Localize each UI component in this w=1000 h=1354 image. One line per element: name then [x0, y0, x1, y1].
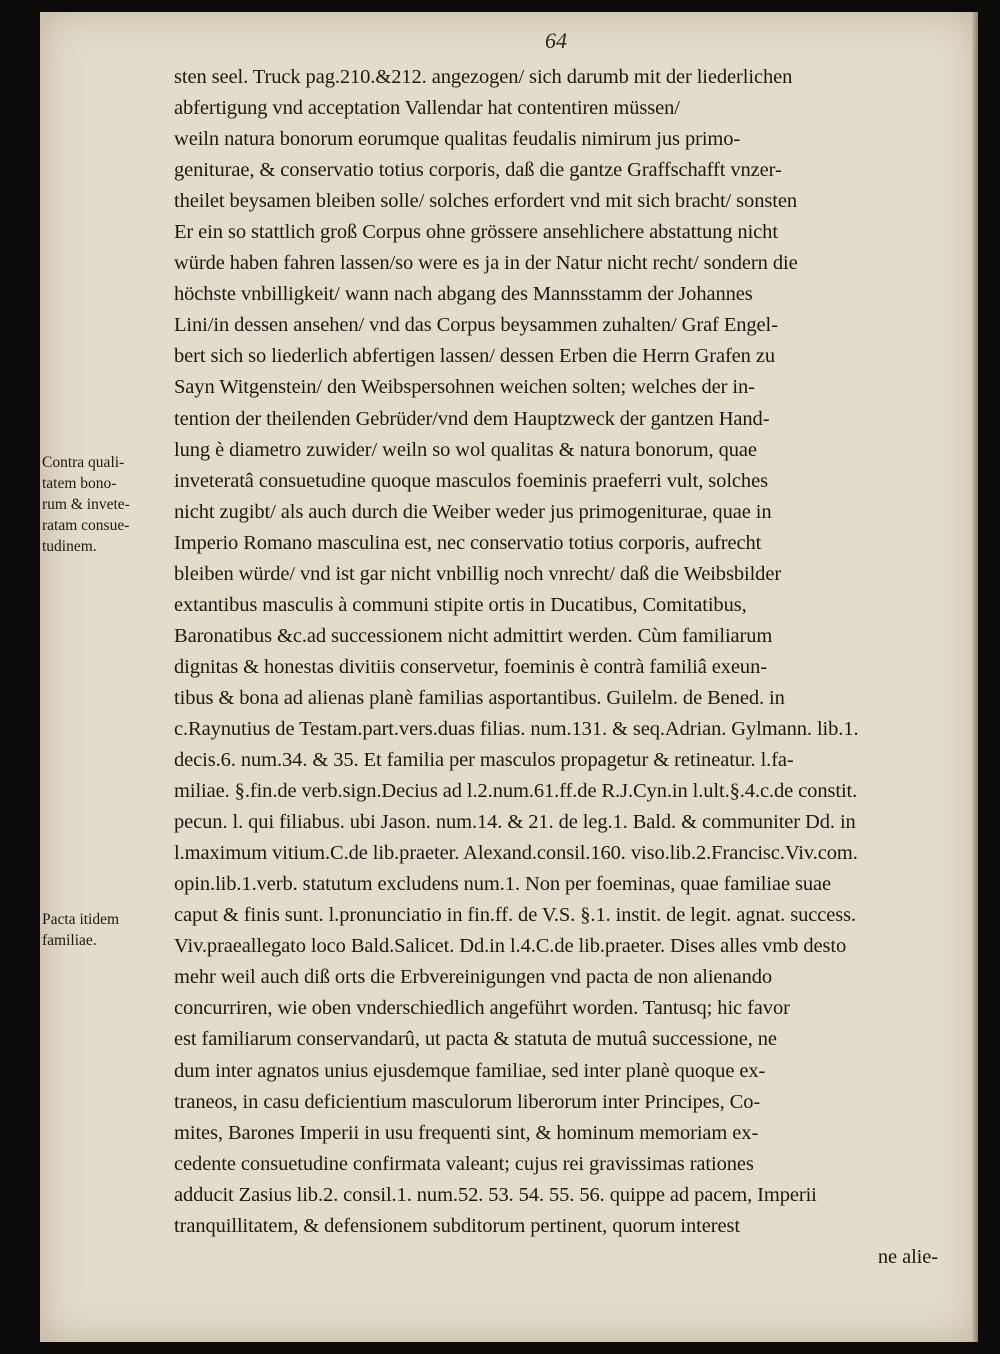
- text-line: Baronatibus &c.ad successionem nicht admittirt werden. Cùm familiarum: [174, 624, 773, 647]
- text-line: opin.lib.1.verb. statutum excludens num.1. Non per foeminas, quae familiae suae: [174, 873, 832, 896]
- book-page: [40, 12, 978, 1342]
- text-line: bleiben würde/ vnd ist gar nicht vnbillig noch vnrecht/ daß die Weibsbilder: [174, 562, 782, 585]
- text-line: extantibus masculis à communi stipite ortis in Ducatibus, Comitatibus,: [174, 593, 747, 616]
- margin-note-line: tatem bono-: [42, 475, 117, 492]
- text-line: cedente consuetudine confirmata valeant; cujus rei gravissimas rationes: [174, 1152, 754, 1175]
- text-line: tention der theilenden Gebrüder/vnd dem Hauptzweck der gantzen Hand-: [174, 407, 770, 430]
- text-line: Er ein so stattlich groß Corpus ohne grössere ansehlichere abstattung nicht: [174, 221, 778, 244]
- margin-note-contra-qualitatem: [42, 452, 166, 557]
- text-line: tranquillitatem, & defensionem subditorum pertinent, quorum interest: [174, 1214, 740, 1237]
- text-line: c.Raynutius de Testam.part.vers.duas filias. num.131. & seq.Adrian. Gylmann. lib.1.: [174, 717, 859, 740]
- margin-note-pacta-itidem: [42, 909, 166, 951]
- margin-note-line: tudinem.: [42, 538, 97, 555]
- text-line: pecun. l. qui filiabus. ubi Jason. num.14. & 21. de leg.1. Bald. & communiter Dd. in: [174, 811, 856, 834]
- text-line: höchste vnbilligkeit/ wann nach abgang des Mannsstamm der Johannes: [174, 283, 753, 306]
- text-line: Lini/in dessen ansehen/ vnd das Corpus beysammen zuhalten/ Graf Engel-: [174, 314, 778, 337]
- text-line: abfertigung vnd acceptation Vallendar hat contentiren müssen/: [174, 97, 680, 120]
- text-line: Imperio Romano masculina est, nec conservatio totius corporis, aufrecht: [174, 531, 762, 554]
- margin-note-line: Contra quali-: [42, 454, 125, 471]
- margin-note-line: ratam consue-: [42, 517, 130, 534]
- text-line: l.maximum vitium.C.de lib.praeter. Alexand.consil.160. viso.lib.2.Francisc.Viv.com.: [174, 842, 858, 865]
- text-line: dum inter agnatos unius ejusdemque familiae, sed inter planè quoque ex-: [174, 1059, 766, 1082]
- text-line: tibus & bona ad alienas planè familias asportantibus. Guilelm. de Bened. in: [174, 686, 785, 709]
- page-number: 64: [545, 28, 567, 53]
- text-line: weiln natura bonorum eorumque qualitas feudalis nimirum jus primo-: [174, 128, 741, 151]
- text-line: würde haben fahren lassen/so were es ja in der Natur nicht recht/ sondern die: [174, 252, 798, 275]
- text-line: dignitas & honestas divitiis conservetur, foeminis è contrà familiâ exeun-: [174, 655, 767, 678]
- text-line: decis.6. num.34. & 35. Et familia per masculos propagetur & retineatur. l.fa-: [174, 749, 794, 772]
- text-line: theilet beysamen bleiben solle/ solches erfordert vnd mit sich bracht/ sonsten: [174, 190, 797, 213]
- text-line: inveteratâ consuetudine quoque masculos foeminis praeferri vult, solches: [174, 469, 768, 492]
- text-line: concurriren, wie oben vnderschiedlich angeführt worden. Tantusq; hic favor: [174, 997, 790, 1020]
- text-line: est familiarum conservandarû, ut pacta & statuta de mutuâ successione, ne: [174, 1028, 777, 1051]
- text-line: Viv.praeallegato loco Bald.Salicet. Dd.in l.4.C.de lib.praeter. Dises alles vmb desto: [174, 935, 847, 958]
- text-line: caput & finis sunt. l.pronunciatio in fin.ff. de V.S. §.1. instit. de legit. agnat. success.: [174, 904, 857, 927]
- margin-note-line: Pacta itidem: [42, 911, 120, 928]
- text-line: Sayn Witgenstein/ den Weibspersohnen weichen solten; welches der in-: [174, 376, 755, 399]
- catchword: ne alie-: [877, 1245, 938, 1268]
- margin-note-line: familiae.: [42, 932, 97, 949]
- margin-note-line: rum & invete-: [42, 496, 130, 513]
- text-line: bert sich so liederlich abfertigen lassen/ dessen Erben die Herrn Grafen zu: [174, 345, 775, 368]
- page-edge: [972, 12, 978, 1342]
- text-line: nicht zugibt/ als auch durch die Weiber weder jus primogeniturae, quae in: [174, 500, 772, 523]
- text-line: geniturae, & conservatio totius corporis, daß die gantze Graffschafft vnzer-: [174, 159, 782, 182]
- text-line: lung è diametro zuwider/ weiln so wol qualitas & natura bonorum, quae: [174, 438, 757, 461]
- text-line: adducit Zasius lib.2. consil.1. num.52. 53. 54. 55. 56. quippe ad pacem, Imperii: [174, 1183, 817, 1206]
- text-line: mehr weil auch diß orts die Erbvereinigungen vnd pacta de non alienando: [174, 966, 773, 989]
- text-line: mites, Barones Imperii in usu frequenti sint, & hominum memoriam ex-: [174, 1121, 759, 1144]
- text-line: miliae. §.fin.de verb.sign.Decius ad l.2.num.61.ff.de R.J.Cyn.in l.ult.§.4.c.de constit.: [174, 780, 858, 803]
- text-line: sten seel. Truck pag.210.&212. angezogen/ sich darumb mit der liederlichen: [174, 66, 793, 88]
- text-line: traneos, in casu deficientium masculorum liberorum inter Principes, Co-: [174, 1090, 761, 1113]
- body-text: [174, 62, 946, 1273]
